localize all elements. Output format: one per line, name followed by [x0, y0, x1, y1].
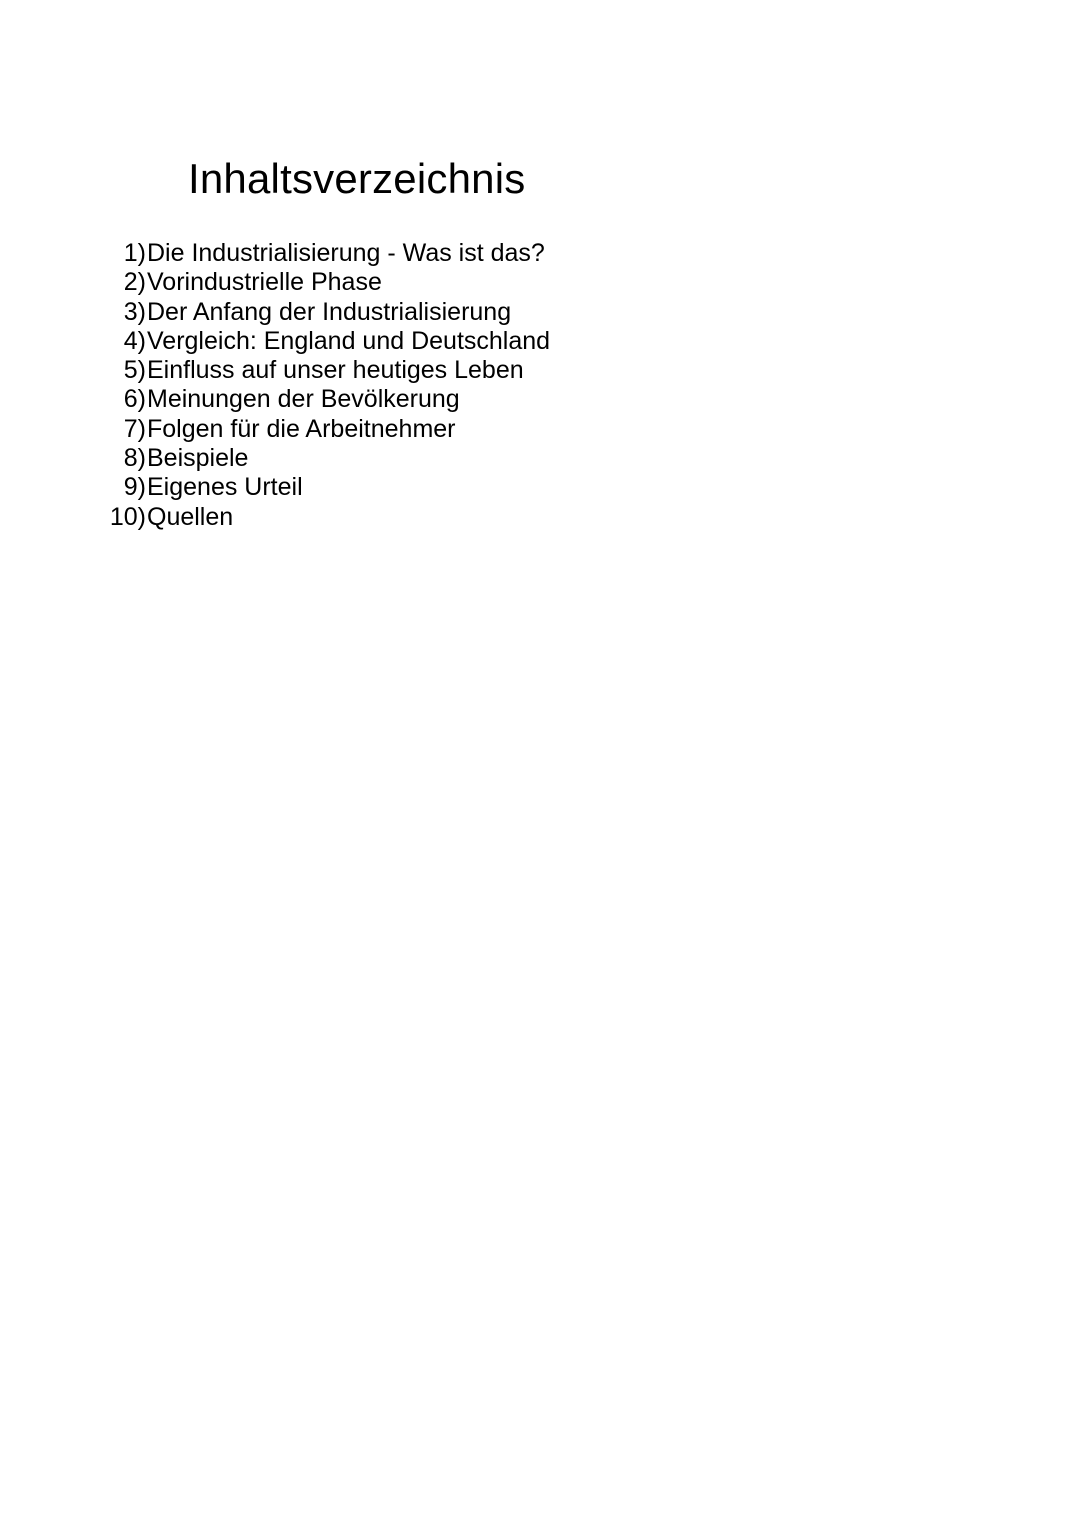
- toc-item: [100, 298, 550, 327]
- toc-item: [100, 385, 550, 414]
- toc-item-number: 6): [123, 385, 146, 414]
- toc-item-text: Quellen: [147, 502, 234, 531]
- toc-item-text: Der Anfang der Industrialisierung: [147, 297, 512, 326]
- toc-item-number: 7): [123, 414, 146, 443]
- toc-item: [100, 356, 550, 385]
- table-of-contents: [100, 239, 550, 532]
- toc-item-number: 9): [123, 473, 146, 502]
- toc-item: [100, 268, 550, 297]
- toc-item: [100, 239, 550, 268]
- toc-item-text: Die Industrialisierung - Was ist das?: [147, 239, 545, 267]
- toc-item: [100, 444, 550, 473]
- toc-item-text: Eigenes Urteil: [147, 473, 303, 502]
- toc-item: [100, 473, 550, 502]
- toc-item-number: 8): [123, 444, 146, 473]
- toc-item-text: Vorindustrielle Phase: [147, 268, 382, 297]
- toc-item-number: 2): [123, 268, 146, 297]
- toc-item-number: 3): [123, 297, 146, 326]
- toc-item-text: Vergleich: England und Deutschland: [147, 326, 551, 355]
- page-title: Inhaltsverzeichnis: [188, 155, 526, 202]
- toc-item-number: 5): [123, 356, 146, 385]
- toc-item-number: 1): [123, 239, 146, 267]
- toc-item-text: Folgen für die Arbeitnehmer: [147, 414, 456, 443]
- toc-item-text: Einfluss auf unser heutiges Leben: [147, 356, 524, 385]
- toc-item-text: Meinungen der Bevölkerung: [147, 385, 460, 414]
- toc-item: [100, 327, 550, 356]
- toc-item-number: 10): [109, 502, 146, 531]
- toc-item-number: 4): [123, 326, 146, 355]
- toc-item: [100, 503, 550, 532]
- toc-item: [100, 415, 550, 444]
- toc-item-text: Beispiele: [147, 444, 249, 473]
